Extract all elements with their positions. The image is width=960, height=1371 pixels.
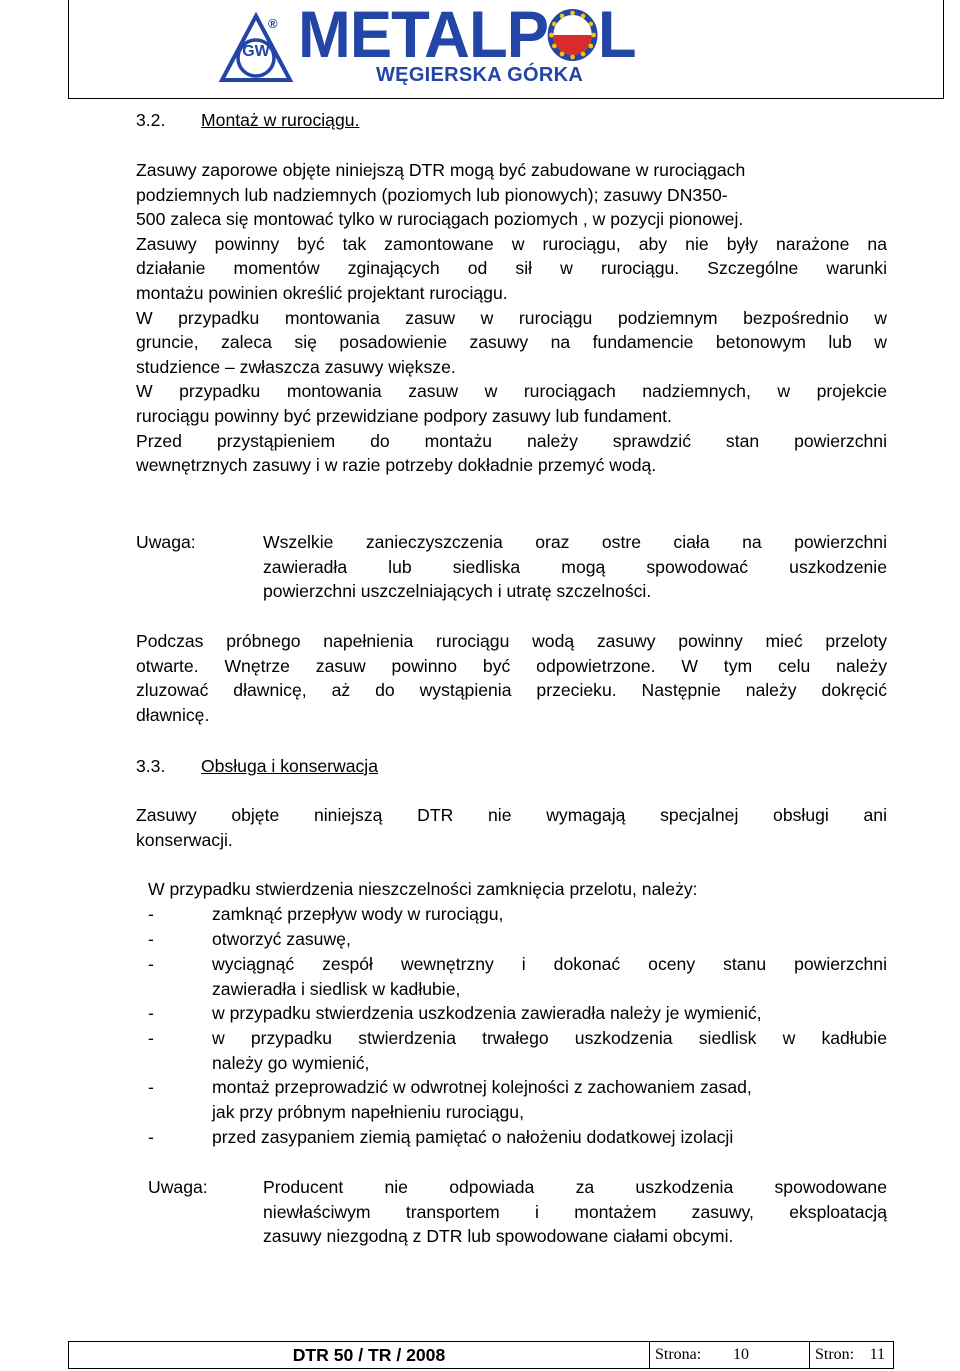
bullet-dash: - xyxy=(148,1127,154,1147)
page-footer xyxy=(68,1341,894,1369)
footer-pages-value: 11 xyxy=(869,1346,885,1363)
section-3-3-title: Obsługa i konserwacja xyxy=(201,756,379,776)
bullet-dash: - xyxy=(148,954,154,974)
paragraph-line: W przypadku montowania zasuw w rurociągach nadziemnych, w projekcie xyxy=(136,381,887,402)
paragraph-line: Zasuwy zaporowe objęte niniejszą DTR mogą być zabudowane w rurociągach xyxy=(136,160,746,180)
paragraph-line: dławnicę. xyxy=(136,704,210,725)
bullet-line: zamknąć przepływ wody w rurociągu, xyxy=(212,904,504,924)
bullet-dash: - xyxy=(148,904,154,924)
paragraph-line: podziemnych lub nadziemnych (poziomych lub pionowych); zasuwy DN350- xyxy=(136,184,728,205)
paragraph-line: Zasuwy objęte niniejszą DTR nie wymagają specjalnej obsługi ani xyxy=(136,805,887,825)
note-line: zawieradła lub siedliska mogą spowodować uszkodzenie xyxy=(263,556,887,577)
bullet-line: otworzyć zasuwę, xyxy=(212,929,351,949)
note-label: Uwaga: xyxy=(136,532,196,552)
paragraph-line: Podczas próbnego napełnienia rurociągu wodą zasuwy powinny mieć przeloty xyxy=(136,631,887,651)
paragraph-line: otwarte. Wnętrze zasuw powinno być odpowietrzone. W tym celu należy xyxy=(136,655,887,676)
note-line: niewłaściwym transportem i montażem zasuwy, eksploatacją xyxy=(263,1201,887,1222)
brand-text-right: L xyxy=(597,0,636,71)
trial-filling-paragraph xyxy=(136,629,887,727)
bullet-dash: - xyxy=(148,1003,154,1023)
bullet-line: należy go wymienić, xyxy=(212,1052,370,1073)
bullet-line: przed zasypaniem ziemią pamiętać o nałożeniu dodatkowej izolacji xyxy=(212,1127,734,1147)
bullet-line: w przypadku stwierdzenia uszkodzenia zawieradła należy je wymienić, xyxy=(212,1003,762,1023)
section-3-2-title: Montaż w rurociągu. xyxy=(201,110,360,130)
brand-wordmark xyxy=(298,0,636,71)
note-line: Producent nie odpowiada za uszkodzenia spowodowane xyxy=(263,1177,887,1197)
brand-text-left: METALP xyxy=(298,0,549,71)
paragraph-line: rurociągu powinny być przewidziane podpory zasuwy lub fundament. xyxy=(136,405,672,426)
paragraph-line: zluzować dławnicę, aż do wystąpienia przecieku. Następnie należy dokręcić xyxy=(136,680,887,701)
bullet-line: w przypadku stwierdzenia trwałego uszkodzenia siedlisk w kadłubie xyxy=(212,1028,887,1048)
paragraph-line: Przed przystąpieniem do montażu należy sprawdzić stan powierzchni xyxy=(136,430,887,451)
section-3-3-number: 3.3. xyxy=(136,756,166,776)
paragraph-line: wewnętrznych zasuwy i w razie potrzeby dokładnie przemyć wodą. xyxy=(136,455,657,476)
bullet-line: montaż przeprowadzić w odwrotnej kolejności z zachowaniem zasad, xyxy=(212,1077,752,1097)
section-3-2-paragraph xyxy=(136,158,887,478)
note-line: Wszelkie zanieczyszczenia oraz ostre ciała na powierzchni xyxy=(263,532,887,552)
brand-city: WĘGIERSKA GÓRKA xyxy=(376,64,584,86)
paragraph-line: gruncie, zaleca się posadowienie zasuwy na fundamencie betonowym lub w xyxy=(136,332,887,353)
bullet-line: zawieradła i siedlisk w kadłubie, xyxy=(212,978,461,999)
paragraph-line: montażu powinien określić projektant rurociągu. xyxy=(136,282,508,303)
footer-pages-label: Stron: xyxy=(815,1346,855,1363)
company-emblem-icon xyxy=(218,12,294,84)
footer-pages-cell xyxy=(810,1342,893,1368)
section-3-2-number: 3.2. xyxy=(136,110,166,130)
leak-procedure-intro: W przypadku stwierdzenia nieszczelności zamknięcia przelotu, należy: xyxy=(148,879,698,899)
footer-doc-code: DTR 50 / TR / 2008 xyxy=(69,1342,650,1368)
bullet-dash: - xyxy=(148,1077,154,1097)
paragraph-line: działanie momentów zginających od sił w rurociągu. Szczególne warunki xyxy=(136,258,887,279)
paragraph-line: studzience – zwłaszcza zasuwy większe. xyxy=(136,356,456,377)
section-3-3-paragraph xyxy=(136,803,887,852)
bullet-dash: - xyxy=(148,929,154,949)
bullet-dash: - xyxy=(148,1028,154,1048)
registered-mark: ® xyxy=(268,16,278,31)
paragraph-line: W przypadku montowania zasuw w rurociągu podziemnym bezpośrednio w xyxy=(136,307,887,328)
bullet-line: jak przy próbnym napełnieniu rurociągu, xyxy=(212,1101,524,1122)
footer-page-cell xyxy=(650,1342,810,1368)
note-line: powierzchni uszczelniających i utratę szczelności. xyxy=(263,581,652,602)
footer-page-label: Strona: xyxy=(655,1346,702,1363)
paragraph-line: Zasuwy powinny być tak zamontowane w rurociągu, aby nie były narażone na xyxy=(136,233,887,254)
eu-flag-o-icon xyxy=(548,8,598,60)
note-text xyxy=(263,530,887,604)
bullet-line: wyciągnąć zespół wewnętrzny i dokonać oceny stanu powierzchni xyxy=(212,954,887,974)
note-line: zasuwy niezgodną z DTR lub spowodowane ciałami obcymi. xyxy=(263,1226,734,1247)
footer-page-value: 10 xyxy=(733,1346,749,1363)
paragraph-line: konserwacji. xyxy=(136,829,233,850)
note-text xyxy=(263,1175,887,1249)
paragraph-line: 500 zaleca się montować tylko w rurociągach poziomych , w pozycji pionowej. xyxy=(136,209,744,230)
emblem-letter-g: GW xyxy=(242,43,270,60)
note-label: Uwaga: xyxy=(148,1177,208,1197)
